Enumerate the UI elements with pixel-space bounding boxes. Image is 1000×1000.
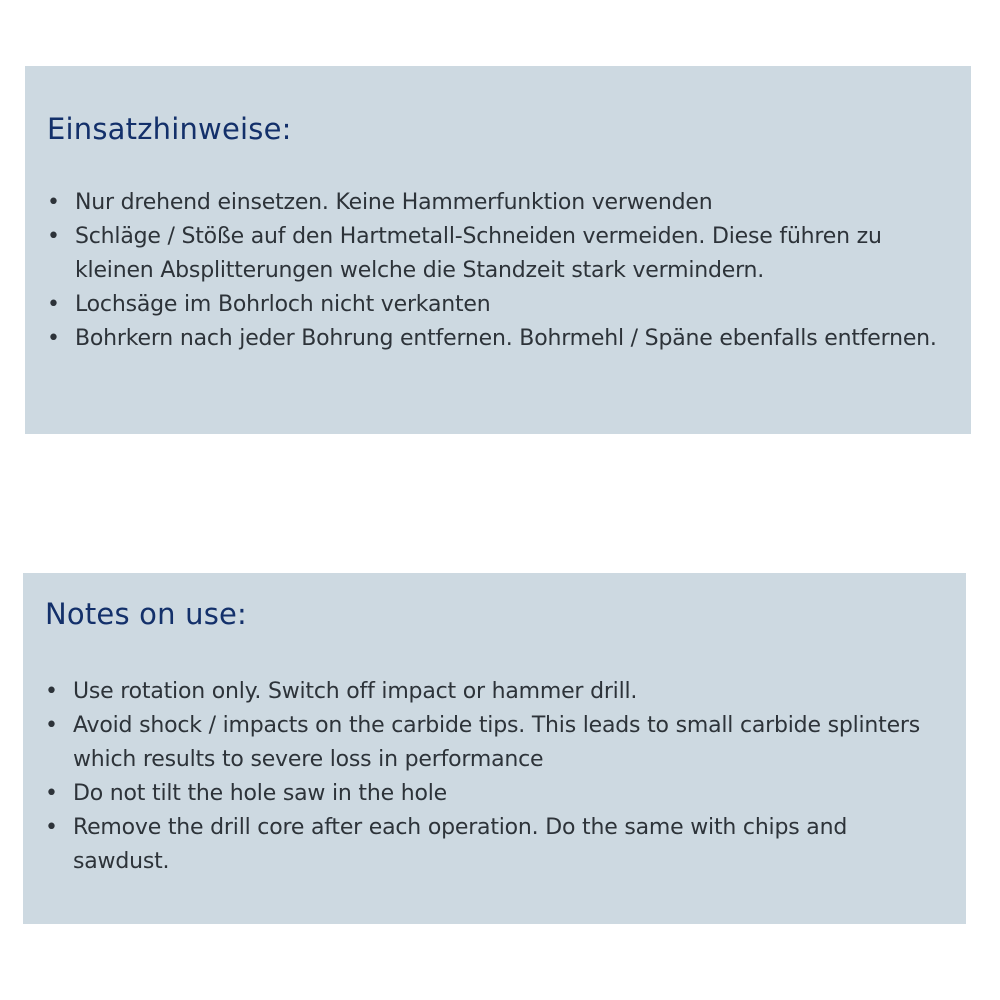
list-item: [45, 709, 946, 777]
bullet-icon: •: [45, 679, 58, 704]
notes-list-german: [47, 186, 951, 356]
bullet-icon: •: [45, 713, 58, 738]
usage-notes-panel-english: [23, 573, 966, 924]
list-item-text: Schläge / Stöße auf den Hartmetall-Schneiden vermeiden. Diese führen zu kleinen Absplitterungen welche die Standzeit stark vermindern.: [75, 224, 882, 283]
list-item-text: Avoid shock / impacts on the carbide tips. This leads to small carbide splinters which results to severe loss in performance: [73, 713, 921, 772]
section-title-german: Einsatzhinweise:: [47, 112, 292, 146]
list-item-text: Do not tilt the hole saw in the hole: [73, 781, 447, 806]
usage-notes-panel-german: [25, 66, 971, 434]
list-item: [47, 288, 951, 322]
bullet-icon: •: [47, 326, 60, 351]
bullet-icon: •: [47, 224, 60, 249]
list-item: [47, 220, 951, 288]
list-item-text: Nur drehend einsetzen. Keine Hammerfunktion verwenden: [75, 190, 713, 215]
list-item-text: Use rotation only. Switch off impact or hammer drill.: [73, 679, 638, 704]
list-item: [47, 186, 951, 220]
notes-list-english: [45, 675, 946, 879]
bullet-icon: •: [47, 190, 60, 215]
list-item: [45, 777, 946, 811]
list-item-text: Lochsäge im Bohrloch nicht verkanten: [75, 292, 491, 317]
bullet-icon: •: [45, 815, 58, 840]
list-item-text: Bohrkern nach jeder Bohrung entfernen. Bohrmehl / Späne ebenfalls entfernen.: [75, 326, 937, 351]
list-item-text: Remove the drill core after each operation. Do the same with chips and sawdust.: [73, 815, 848, 874]
bullet-icon: •: [45, 781, 58, 806]
list-item: [47, 322, 951, 356]
list-item: [45, 675, 946, 709]
list-item: [45, 811, 946, 879]
bullet-icon: •: [47, 292, 60, 317]
section-title-english: Notes on use:: [45, 597, 248, 631]
